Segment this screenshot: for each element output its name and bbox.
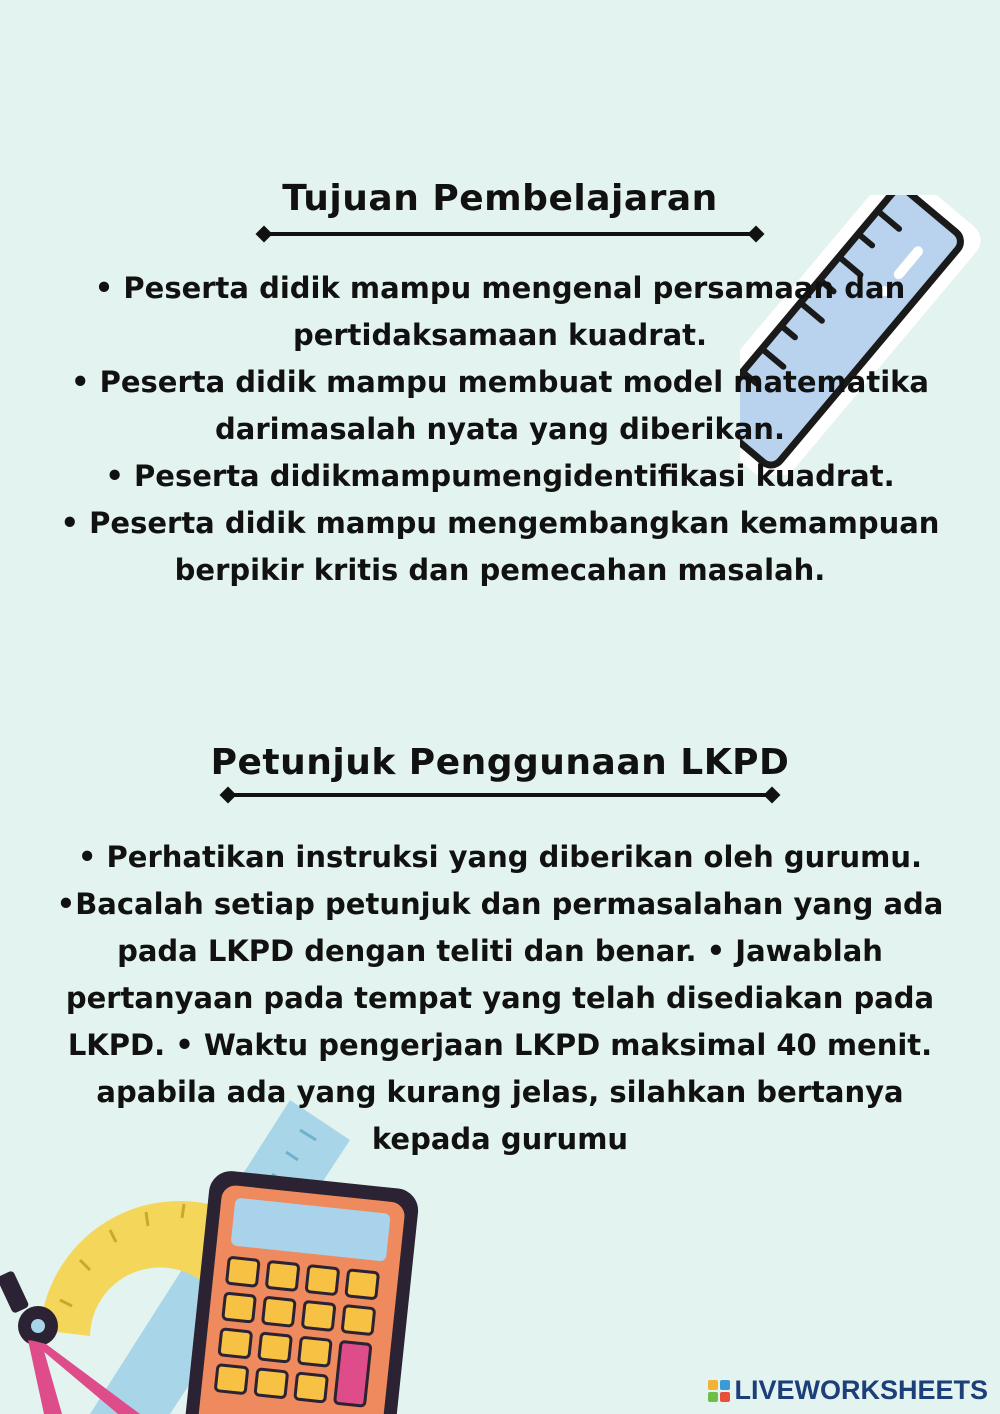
learning-objectives-text	[20, 265, 980, 594]
instruction-line: pada LKPD dengan teliti dan benar. • Jawablah	[117, 934, 883, 968]
section-title-petunjuk: Petunjuk Penggunaan LKPD	[210, 742, 790, 783]
instruction-line: • Perhatikan instruksi yang diberikan oleh gurumu.	[77, 840, 923, 874]
section-divider	[258, 226, 762, 242]
objective-line: pertidaksamaan kuadrat.	[292, 318, 708, 352]
instruction-line: apabila ada yang kurang jelas, silahkan bertanya	[96, 1075, 904, 1109]
objective-line: • Peserta didikmampumengidentifikasi kuadrat.	[105, 459, 895, 493]
objective-line: • Peserta didik mampu mengenal persamaan dan	[94, 271, 906, 305]
calculator-icon	[183, 1169, 420, 1414]
objective-line: • Peserta didik mampu mengembangkan kemampuan	[60, 506, 940, 540]
instruction-line: pertanyaan pada tempat yang telah disediakan pada	[65, 981, 935, 1015]
objective-line: berpikir kritis dan pemecahan masalah.	[174, 553, 826, 587]
section-title-tujuan: Tujuan Pembelajaran	[282, 178, 718, 219]
objective-line: darimasalah nyata yang diberikan.	[215, 412, 785, 446]
objective-line: • Peserta didik mampu membuat model matematika	[70, 365, 929, 399]
liveworksheets-wordmark: LIVEWORKSHEETS	[734, 1375, 988, 1405]
instructions-text	[20, 834, 980, 1163]
instruction-line: LKPD. • Waktu pengerjaan LKPD maksimal 40 menit.	[67, 1028, 933, 1062]
liveworksheets-logo	[708, 1375, 988, 1406]
liveworksheets-logo-icon	[708, 1380, 730, 1402]
instruction-line: kepada gurumu	[371, 1122, 629, 1156]
instruction-line: •Bacalah setiap petunjuk dan permasalahan yang ada	[56, 887, 944, 921]
section-divider	[222, 787, 778, 803]
